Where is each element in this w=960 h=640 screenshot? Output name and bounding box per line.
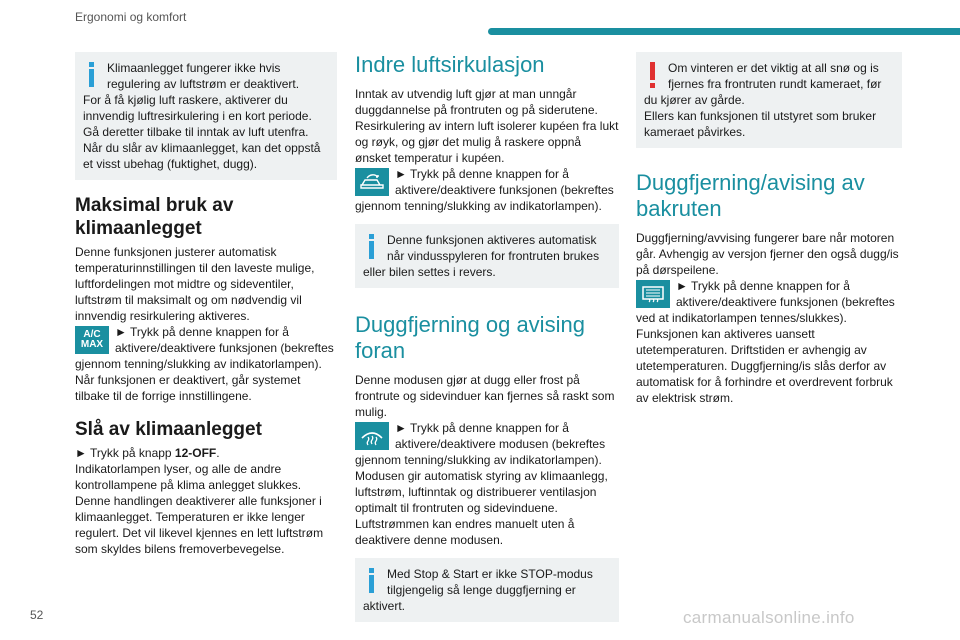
column-2: [355, 52, 619, 622]
button-instruction: [75, 324, 337, 372]
button-instruction: [355, 166, 619, 214]
heading-front-defrost: Duggfjerning og avising foran: [355, 312, 585, 363]
warning-note: [636, 52, 902, 148]
paragraph: Når funksjonen er deaktivert, går systemet tilbake til de forrige innstillingene.: [75, 373, 301, 403]
note-text: Denne funksjonen aktiveres automatisk når vindusspyleren for frontruten brukes eller bilen settes i revers.: [363, 233, 600, 279]
paragraph: Denne funksjonen justerer automatisk temperaturinnstillingen til den laveste mulige, luftfordelingen mot midtre og sideventiler, luftstrøm til maksimalt og om nødvendig vil innvendig resirkulering aktiveres.: [75, 245, 315, 323]
column-1: [75, 52, 337, 557]
info-note: [355, 224, 619, 288]
warning-icon: [644, 60, 664, 90]
instruction-line: [75, 445, 337, 461]
note-text-rest: For å få kjølig luft raskere, aktiverer du innvendig luftresirkulering i en kort periode. Gå deretter tilbake til inntak av luft utenfra. Når du slår av klimaanlegget, kan det oppstå et visst ubehag (fuktighet, dugg).: [83, 93, 321, 171]
warning-text-rest: Ellers kan funksjonen til utstyret som bruker kameraet påvirkes.: [644, 109, 877, 139]
heading-recirculation: Indre luftsirkulasjon: [355, 52, 545, 77]
paragraph: Funksjonen kan aktiveres uansett utetemperaturen. Driftstiden er avhengig av utetemperaturen. Duggfjerning/is slås derfor av automatisk for å forhindre et overdrevent forbruk av elektrisk strøm.: [636, 327, 893, 405]
max-label: MAX: [80, 339, 104, 350]
info-note: [75, 52, 337, 180]
note-text: Klimaanlegget fungerer ikke hvis regulering av luftstrøm er deaktivert.: [107, 61, 300, 91]
ac-label: A/C: [83, 329, 101, 340]
button-instruction: [355, 420, 619, 468]
heading-max-ac: Maksimal bruk av klimaanlegget: [75, 195, 234, 239]
ac-max-icon: [75, 326, 109, 354]
heading-ac-off: Slå av klimaanlegget: [75, 419, 262, 440]
instruction-post: .: [216, 446, 220, 460]
page-number: 52: [30, 608, 44, 622]
key-name: 12-OFF: [174, 446, 217, 460]
column-3: [636, 52, 902, 406]
info-note: [355, 558, 619, 622]
section-title: Ergonomi og komfort: [75, 10, 187, 24]
header-accent-bar: [488, 28, 960, 35]
info-icon: [363, 232, 383, 262]
warning-text: Om vinteren er det viktig at all snø og is fjernes fra frontruten rundt kameraet, før du kjører av gårde.: [644, 61, 882, 107]
instruction-text: ► Trykk på denne knappen for å aktivere/deaktivere funksjonen (bekreftes gjennom tenning/slukking av indikatorlampen).: [75, 325, 334, 371]
instruction-text: ► Trykk på denne knappen for å aktivere/deaktivere funksjonen (bekreftes ved at indikatorlampen tennes/slukkes).: [636, 279, 895, 325]
recirculation-icon: [355, 168, 389, 196]
instruction-pre: ► Trykk på knapp: [75, 446, 175, 460]
paragraph: Inntak av utvendig luft gjør at man unngår duggdannelse på frontruten og på siderutene. Resirkulering av intern luft isolerer kupéen fra lukt og røyk, og gjør det mulig å raskere oppnå ønsket temperatur i kupéen.: [355, 87, 619, 165]
paragraph: Indikatorlampen lyser, og alle de andre kontrollampene på klima anlegget slukkes. Denne handlingen deaktiverer alle funksjoner i klimaanlegget. Temperaturen er ikke lenger regulert. Det vil likevel kjennes en lett luftstrøm som skyldes bilens fremoverbevegelse.: [75, 462, 324, 556]
front-defrost-icon: [355, 422, 389, 450]
note-text: Med Stop & Start er ikke STOP-modus tilgjengelig så lenge duggfjerning er aktivert.: [363, 567, 593, 613]
paragraph: Duggfjerning/avvising fungerer bare når motoren går. Avhengig av versjon fjerner den også dugg/is på dørspeilene.: [636, 231, 899, 277]
paragraph: Modusen gir automatisk styring av klimaanlegg, luftstrøm, luftinntak og distribuerer ventilasjon optimalt til frontruten og sidevinduene. Luftstrømmen kan endres manuelt uten å deaktivere denne modusen.: [355, 469, 608, 547]
info-icon: [83, 60, 103, 90]
info-icon: [363, 566, 383, 596]
rear-defrost-icon: [636, 280, 670, 308]
instruction-text: ► Trykk på denne knappen for å aktivere/deaktivere modusen (bekreftes gjennom tenning/slukking av indikatorlampen).: [355, 421, 606, 467]
watermark: carmanualsonline.info: [683, 608, 855, 627]
paragraph: Denne modusen gjør at dugg eller frost på frontrute og sidevinduer kan fjernes så raskt som mulig.: [355, 373, 615, 419]
heading-rear-defrost: Duggfjerning/avising av bakruten: [636, 170, 865, 221]
instruction-text: ► Trykk på denne knappen for å aktivere/deaktivere funksjonen (bekreftes gjennom tenning/slukking av indikatorlampen).: [355, 167, 614, 213]
button-instruction: [636, 278, 902, 326]
